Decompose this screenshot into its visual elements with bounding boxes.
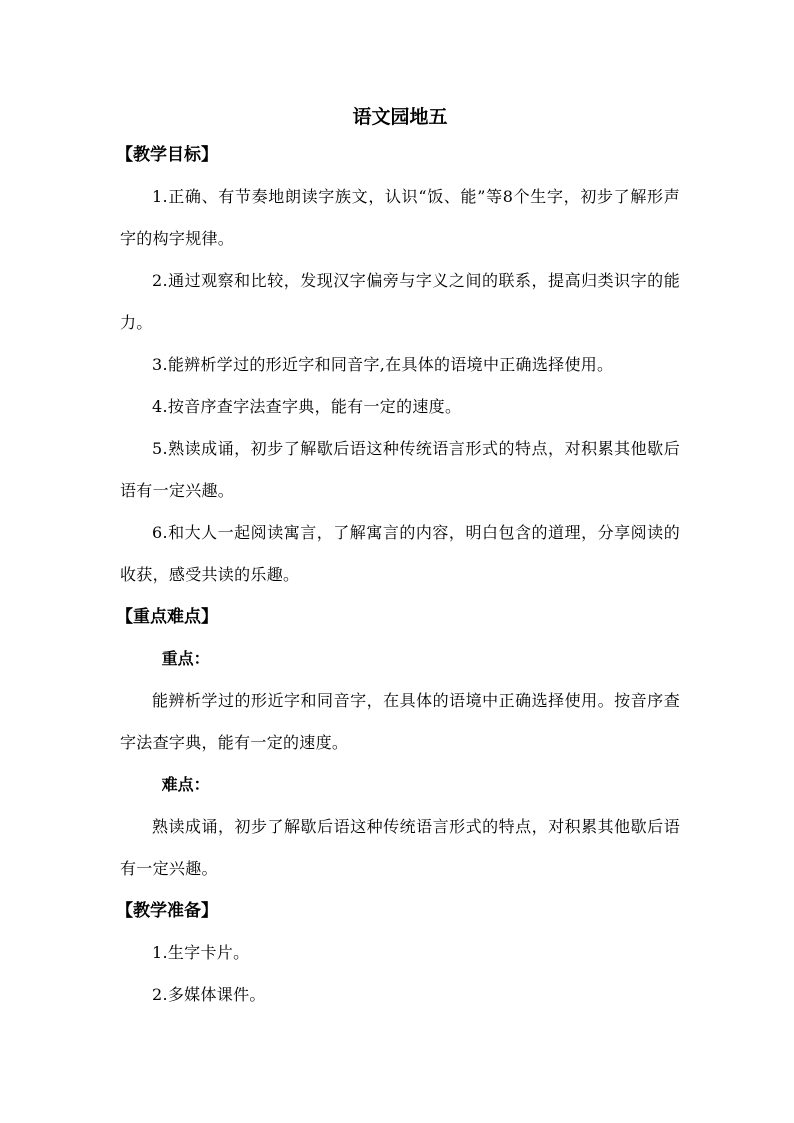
difficulty-label: 难点： — [161, 775, 210, 794]
preparation-item-1: 1.生字卡片。 — [152, 943, 250, 962]
objective-item-1: 1.正确、有节奏地朗读字族文，认识“饭、能”等8个生字，初步了解形声字的构字规律。 — [120, 187, 680, 248]
page-title: 语文园地五 — [352, 106, 448, 128]
difficulty-text: 熟读成诵，初步了解歇后语这种传统语言形式的特点，对积累其他歇后语有一定兴趣。 — [120, 817, 680, 878]
objective-item-2: 2.通过观察和比较，发现汉字偏旁与字义之间的联系，提高归类识字的能力。 — [120, 271, 680, 332]
objective-item-6: 6.和大人一起阅读寓言，了解寓言的内容，明白包含的道理，分享阅读的收获，感受共读的乐趣。 — [120, 523, 680, 584]
section-heading-key-points: 【重点难点】 — [116, 607, 218, 627]
section-heading-objectives: 【教学目标】 — [116, 145, 218, 165]
objective-item-4: 4.按音序查字法查字典，能有一定的速度。 — [152, 397, 462, 416]
focus-text: 能辨析学过的形近字和同音字，在具体的语境中正确选择使用。按音序查字法查字典，能有一定的速度。 — [120, 691, 680, 752]
section-heading-preparation: 【教学准备】 — [116, 901, 218, 921]
preparation-item-2: 2.多媒体课件。 — [152, 985, 266, 1004]
focus-label: 重点： — [161, 649, 210, 668]
objective-item-3: 3.能辨析学过的形近字和同音字,在具体的语境中正确选择使用。 — [152, 355, 614, 374]
document-body — [116, 100, 680, 1016]
objective-item-5: 5.熟读成诵，初步了解歇后语这种传统语言形式的特点，对积累其他歇后语有一定兴趣。 — [120, 439, 680, 500]
